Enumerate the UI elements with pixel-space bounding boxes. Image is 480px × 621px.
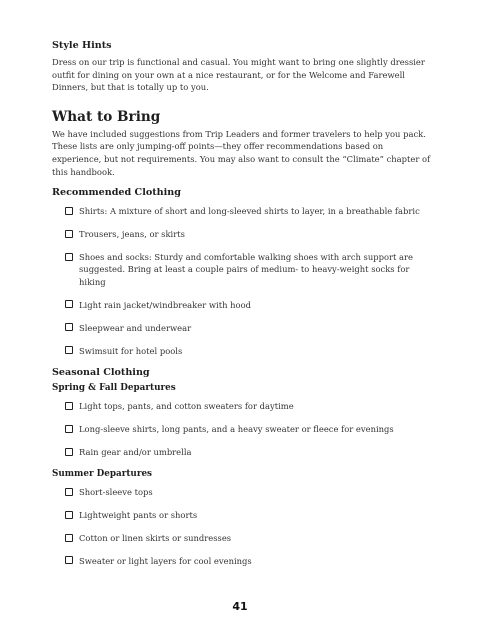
checklist-item[interactable] [65, 532, 432, 544]
checkbox-icon[interactable] [65, 425, 73, 433]
checklist-item-label: Long-sleeve shirts, long pants, and a heavy sweater or fleece for evenings [79, 424, 394, 435]
page-number: 41 [232, 600, 248, 613]
checklist-item[interactable] [65, 446, 432, 458]
checklist-item-label: Shirts: A mixture of short and long-sleeved shirts to layer, in a breathable fabric [79, 206, 420, 217]
what-to-bring-heading: What to Bring [52, 108, 161, 125]
checkbox-icon[interactable] [65, 488, 73, 496]
checklist-item-label: Trousers, jeans, or skirts [79, 229, 185, 240]
checklist-item[interactable] [65, 555, 432, 567]
checklist-item[interactable] [65, 205, 432, 217]
checklist-item-label: Swimsuit for hotel pools [79, 345, 183, 356]
style-hints-paragraph: Dress on our trip is functional and casual. You might want to bring one slightly dressier outfit for dining on your own at a nice restaurant, or for the Welcome and Farewell Dinners, but that is totally up to you. [52, 57, 425, 93]
spring-fall-heading: Spring & Fall Departures [52, 383, 176, 394]
checkbox-icon[interactable] [65, 323, 73, 331]
checklist-item-label: Light tops, pants, and cotton sweaters for daytime [79, 401, 294, 412]
handbook-page [52, 40, 432, 578]
checklist-item[interactable] [65, 486, 432, 498]
checklist-item-label: Sweater or light layers for cool evenings [79, 555, 252, 566]
summer-checklist [52, 486, 432, 567]
recommended-clothing-checklist [52, 205, 432, 357]
checkbox-icon[interactable] [65, 207, 73, 215]
checklist-item[interactable] [65, 251, 432, 288]
checklist-item-label: Cotton or linen skirts or sundresses [79, 532, 232, 543]
checklist-item-label: Short-sleeve tops [79, 487, 153, 498]
spring-fall-checklist [52, 400, 432, 458]
checkbox-icon[interactable] [65, 346, 73, 354]
recommended-clothing-heading: Recommended Clothing [52, 187, 181, 199]
checkbox-icon[interactable] [65, 230, 73, 238]
checklist-item[interactable] [65, 345, 432, 357]
checkbox-icon[interactable] [65, 511, 73, 519]
checkbox-icon[interactable] [65, 556, 73, 564]
checklist-item[interactable] [65, 400, 432, 412]
checklist-item-label: Shoes and socks: Sturdy and comfortable walking shoes with arch support are suggested. Bring at least a couple pairs of medium- to heavy-weight socks for hiking [79, 251, 414, 287]
checkbox-icon[interactable] [65, 402, 73, 410]
checkbox-icon[interactable] [65, 300, 73, 308]
checklist-item-label: Lightweight pants or shorts [79, 510, 198, 521]
what-to-bring-paragraph: We have included suggestions from Trip Leaders and former travelers to help you pack. These lists are only jumping-off points—they offer recommendations based on experience, but not requirements. You may also want to consult the “Climate” chapter of this handbook. [52, 128, 431, 177]
checklist-item[interactable] [65, 423, 432, 435]
summer-heading: Summer Departures [52, 469, 153, 480]
checkbox-icon[interactable] [65, 253, 73, 261]
checklist-item[interactable] [65, 228, 432, 240]
checklist-item[interactable] [65, 509, 432, 521]
checkbox-icon[interactable] [65, 448, 73, 456]
checklist-item[interactable] [65, 299, 432, 311]
checklist-item-label: Sleepwear and underwear [79, 322, 192, 333]
style-hints-heading: Style Hints [52, 40, 112, 51]
checklist-item-label: Light rain jacket/windbreaker with hood [79, 299, 251, 310]
checkbox-icon[interactable] [65, 534, 73, 542]
checklist-item-label: Rain gear and/or umbrella [79, 447, 192, 458]
checklist-item[interactable] [65, 322, 432, 334]
seasonal-clothing-heading: Seasonal Clothing [52, 367, 150, 379]
